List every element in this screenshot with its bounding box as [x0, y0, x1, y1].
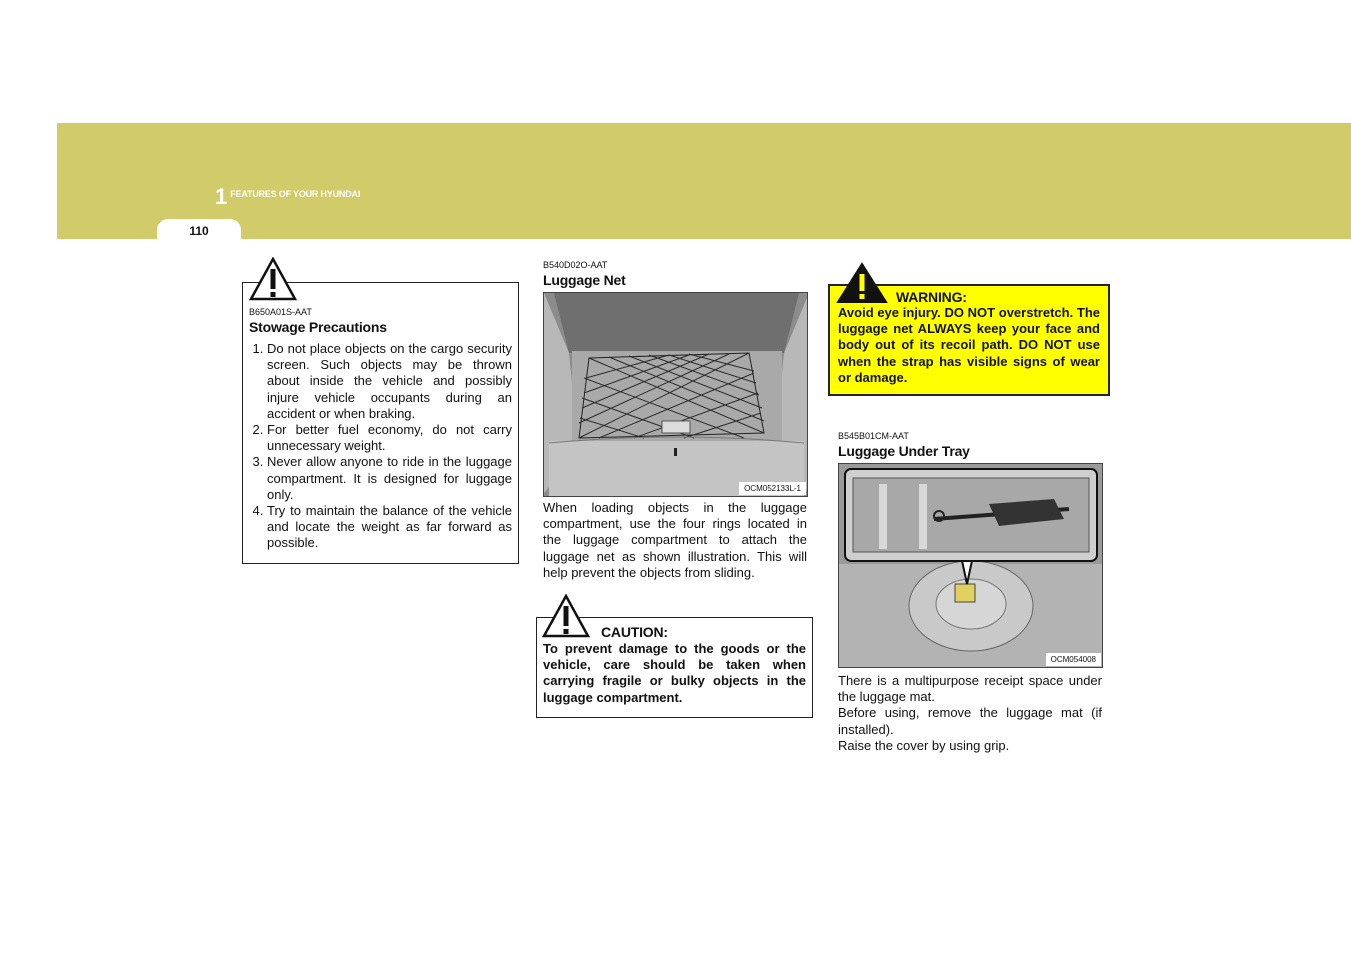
- luggage-net-photo: [543, 292, 808, 497]
- luggage-net-illustration: [544, 293, 808, 497]
- page-number: 110: [157, 219, 241, 241]
- luggage-net-section: [543, 260, 808, 288]
- section-title: Stowage Precautions: [249, 319, 387, 335]
- section-code: B650A01S-AAT: [249, 307, 312, 317]
- header-band: [57, 123, 1351, 239]
- section-code: B545B01CM-AAT: [838, 431, 909, 441]
- section-title: Luggage Net: [543, 272, 626, 288]
- warning-title: WARNING:: [896, 289, 967, 305]
- list-item: 4. Try to maintain the balance of the vehicle and locate the weight as far forward as possible.: [267, 503, 512, 552]
- stowage-precautions-box: [242, 282, 519, 564]
- chapter-header: [215, 186, 360, 208]
- chapter-number: 1: [215, 184, 228, 209]
- list-item: 2. For better fuel economy, do not carry unnecessary weight.: [267, 422, 512, 454]
- under-tray-photo: [838, 463, 1103, 668]
- photo-code: OCM052133L-1: [739, 482, 806, 495]
- section-title: Luggage Under Tray: [838, 443, 970, 459]
- under-tray-illustration: [839, 464, 1103, 668]
- under-tray-section: [838, 431, 1103, 459]
- paragraph: Before using, remove the luggage mat (if installed).: [838, 705, 1102, 737]
- section-code: B540D02O-AAT: [543, 260, 608, 270]
- list-item: 1. Do not place objects on the cargo security screen. Such objects may be thrown about inside the vehicle and possibly injure vehicle occupants during an accident or when braking.: [267, 341, 512, 422]
- caution-title: CAUTION:: [601, 624, 668, 640]
- under-tray-description: [838, 673, 1102, 754]
- list-item: 3. Never allow anyone to ride in the luggage compartment. It is designed for luggage only.: [267, 454, 512, 503]
- warning-triangle-icon: [542, 594, 590, 638]
- paragraph: There is a multipurpose receipt space under the luggage mat.: [838, 673, 1102, 705]
- precautions-list: [249, 341, 512, 552]
- warning-triangle-icon: [836, 262, 888, 304]
- warning-triangle-icon: [249, 257, 297, 301]
- luggage-net-description: When loading objects in the luggage compartment, use the four rings located in the luggage compartment to attach the luggage net as shown illustration. This will help prevent the objects from sliding.: [543, 500, 807, 580]
- paragraph: Raise the cover by using grip.: [838, 737, 1010, 753]
- warning-text: Avoid eye injury. DO NOT overstretch. The luggage net ALWAYS keep your face and body out of its recoil path. DO NOT use when the strap has visible signs of wear or damage.: [838, 305, 1100, 385]
- chapter-title: FEATURES OF YOUR HYUNDAI: [230, 189, 361, 199]
- caution-text: To prevent damage to the goods or the vehicle, care should be taken when carrying fragile or bulky objects in the luggage compartment.: [543, 641, 806, 705]
- photo-code: OCM054008: [1046, 653, 1101, 666]
